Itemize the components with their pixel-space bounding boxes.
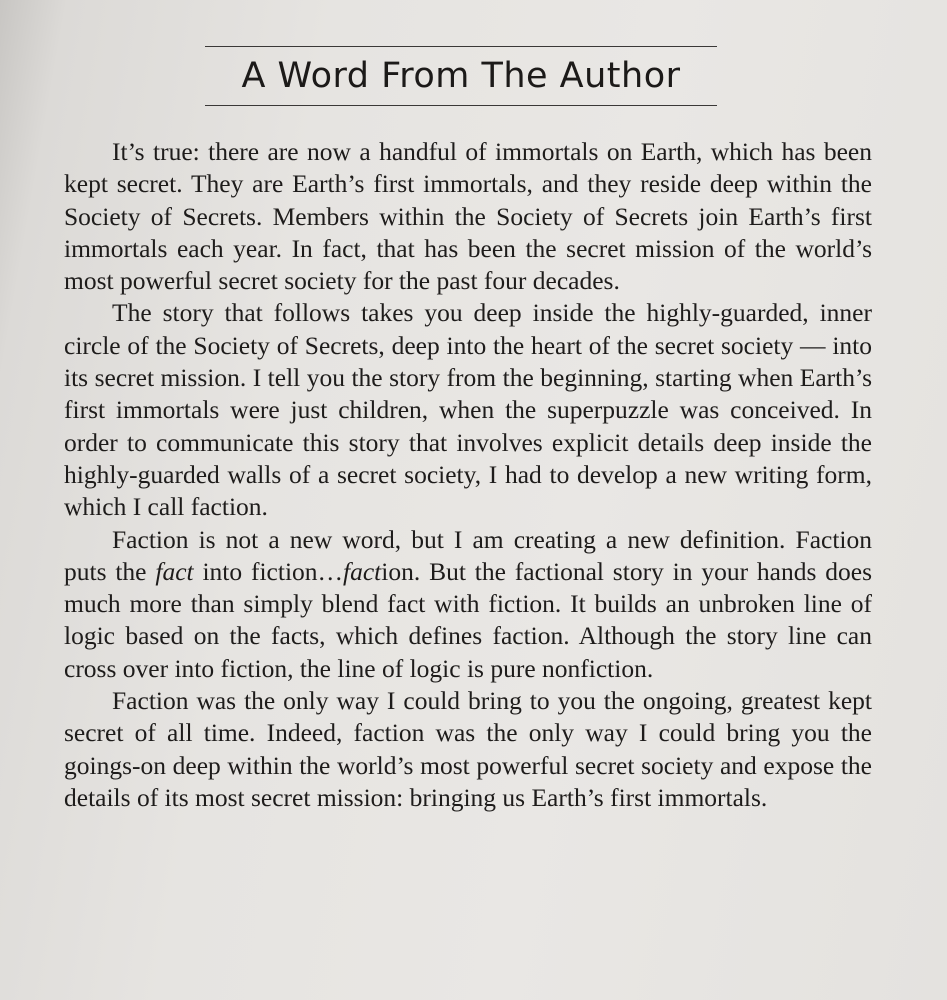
paragraph-text: The story that follows takes you deep inside the highly-guarded, inner circle of the Society of Secrets, deep into the heart of the secret society — into its secret mission. I tell you the story from the beginning, starting when Earth’s first immortals were just children, when the superpuzzle was conceived. In order to communicate this story that involves explicit details deep inside the highly-guarded walls of a secret society, I had to develop a new writing form, which I call faction. xyxy=(64,298,872,522)
emphasis-fact: fact xyxy=(343,556,382,586)
paragraph-text: It’s true: there are now a handful of immortals on Earth, which has been kept secret. They are Earth’s first immortals, and they reside deep within the Society of Secrets. Members within the Society of Secrets join Earth’s first immortals each year. In fact, that has been the secret mission of the world’s most powerful secret society for the past four decades. xyxy=(64,137,872,296)
body-text xyxy=(64,136,872,814)
title-top-rule xyxy=(205,46,717,47)
paragraph-text: into fiction… xyxy=(193,556,344,586)
paragraph-1 xyxy=(64,136,872,297)
paragraph-3 xyxy=(64,524,872,685)
paragraph-text: Faction was the only way I could bring to you the ongoing, greatest kept secret of all time. Indeed, faction was the only way I could bring you the goings-on deep within the world’s most powerful secret society and expose the details of its most secret mission: bringing us Earth’s first immortals. xyxy=(64,686,872,812)
paragraph-4 xyxy=(64,685,872,814)
title-bottom-rule xyxy=(205,105,717,106)
paragraph-2 xyxy=(64,297,872,523)
emphasis-fact: fact xyxy=(155,556,194,586)
title-block xyxy=(205,44,717,108)
page-title: A Word From The Author xyxy=(241,56,681,96)
paragraph-text: Faction is not a new word, but I am creating a new definition. Faction puts the xyxy=(64,524,872,586)
paragraph-text: ion. But the factional story in your hands does much more than simply blend fact with fiction. It builds an unbroken line of logic based on the facts, which defines faction. Although the story line can cross over into fiction, the line of logic is pure nonfiction. xyxy=(64,556,872,683)
